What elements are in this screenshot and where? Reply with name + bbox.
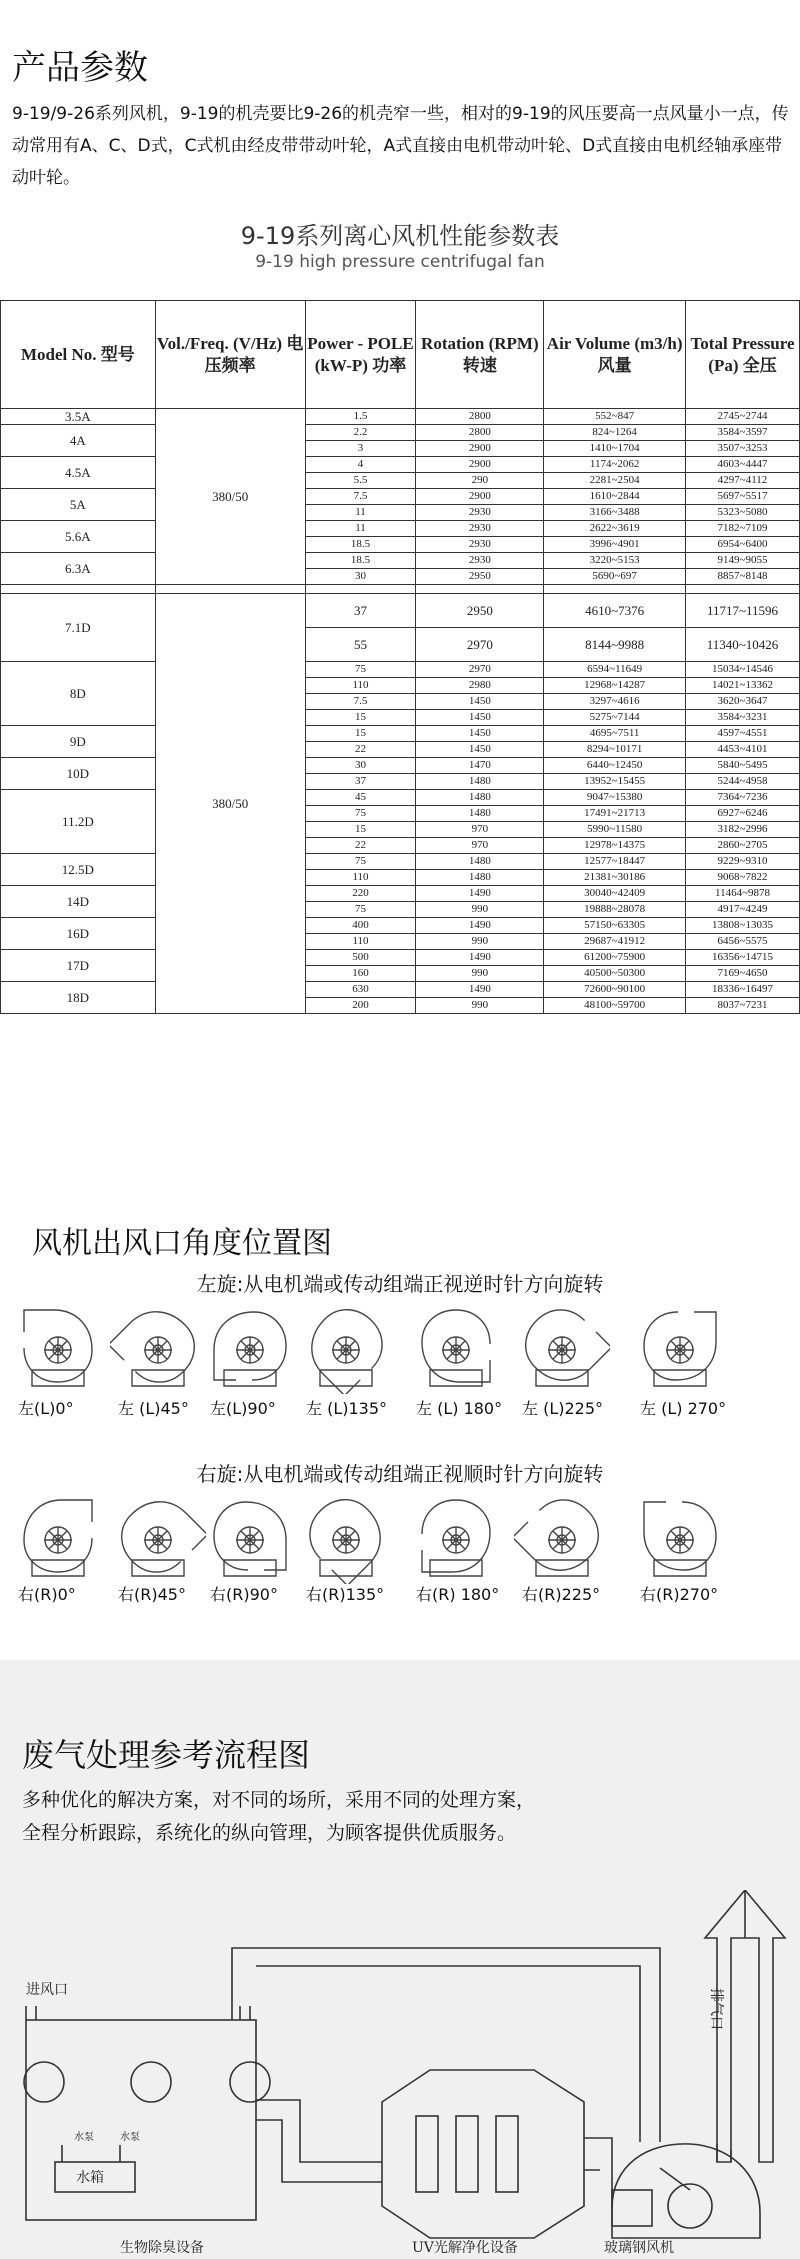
air-volume-cell: 6594~11649 (544, 662, 686, 678)
pressure-cell: 13808~13035 (686, 918, 800, 934)
pressure-cell: 7364~7236 (686, 790, 800, 806)
pressure-cell: 16356~14715 (686, 950, 800, 966)
air-volume-cell: 57150~63305 (544, 918, 686, 934)
table-row (1, 594, 800, 628)
bio-label: 生物除臭设备 (120, 2240, 204, 2256)
rotation-cell: 970 (416, 822, 544, 838)
pressure-cell: 8037~7231 (686, 998, 800, 1014)
power-cell: 110 (305, 934, 416, 950)
pressure-cell: 5323~5080 (686, 505, 800, 521)
fan-label-right-45: 右(R)45° (118, 1585, 186, 1604)
fan-diagram-left-45 (110, 1298, 206, 1394)
fan-label-right-90: 右(R)90° (210, 1585, 278, 1604)
table-row (1, 886, 800, 902)
power-cell: 7.5 (305, 694, 416, 710)
rotation-cell: 2930 (416, 521, 544, 537)
air-volume-cell: 2281~2504 (544, 473, 686, 489)
table-row (1, 950, 800, 966)
rotation-cell: 2980 (416, 678, 544, 694)
separator-cell (686, 585, 800, 594)
air-volume-cell: 9047~15380 (544, 790, 686, 806)
power-cell: 11 (305, 505, 416, 521)
process-title: 废气处理参考流程图 (22, 1736, 311, 1774)
model-cell: 17D (1, 950, 156, 982)
duct-uv-to-fan (584, 2138, 612, 2208)
fan-outlet-icon (298, 1488, 394, 1584)
table-row (1, 790, 800, 806)
fan-diagram-left-0 (10, 1298, 106, 1394)
air-volume-cell: 5275~7144 (544, 710, 686, 726)
pressure-cell: 3620~3647 (686, 694, 800, 710)
fan-diagram-right-45 (110, 1488, 206, 1584)
power-cell: 110 (305, 678, 416, 694)
power-cell: 75 (305, 854, 416, 870)
left-rotation-caption: 左旋:从电机端或传动组端正视逆时针方向旋转 (196, 1272, 604, 1296)
model-cell: 4A (1, 425, 156, 457)
table-row (1, 553, 800, 569)
pump-2-label: 水泵 (120, 2132, 140, 2143)
model-cell: 4.5A (1, 457, 156, 489)
power-cell: 200 (305, 998, 416, 1014)
power-cell: 75 (305, 902, 416, 918)
header-air-volume: Air Volume (m3/h) 风量 (544, 301, 686, 409)
pressure-cell: 7169~4650 (686, 966, 800, 982)
bio-unit-window-left (24, 2062, 64, 2102)
process-description-line-1: 多种优化的解决方案，对不同的场所，采用不同的处理方案， (22, 1789, 536, 1811)
air-volume-cell: 72600~90100 (544, 982, 686, 998)
model-cell: 6.3A (1, 553, 156, 585)
air-volume-cell: 17491~21713 (544, 806, 686, 822)
air-volume-cell: 30040~42409 (544, 886, 686, 902)
power-cell: 5.5 (305, 473, 416, 489)
power-cell: 11 (305, 521, 416, 537)
rotation-cell: 1490 (416, 950, 544, 966)
angles-title: 风机出风口角度位置图 (32, 1226, 332, 1261)
fan-diagram-left-270 (632, 1298, 728, 1394)
pressure-cell: 7182~7109 (686, 521, 800, 537)
rotation-cell: 2800 (416, 409, 544, 425)
tank-label: 水箱 (76, 2170, 104, 2186)
air-volume-cell: 12978~14375 (544, 838, 686, 854)
process-flow-diagram (0, 1890, 800, 2259)
pressure-cell: 3507~3253 (686, 441, 800, 457)
table-row (1, 726, 800, 742)
product-title: 产品参数 (12, 48, 148, 88)
rotation-cell: 2950 (416, 594, 544, 628)
power-cell: 110 (305, 870, 416, 886)
fan-label-right-0: 右(R)0° (18, 1585, 76, 1604)
header-power: Power - POLE (kW-P) 功率 (305, 301, 416, 409)
table-row (1, 662, 800, 678)
table-title: 9-19系列离心风机性能参数表 (240, 222, 560, 250)
pressure-cell: 11717~11596 (686, 594, 800, 628)
pressure-cell: 4297~4112 (686, 473, 800, 489)
fan-diagram-left-135 (298, 1298, 394, 1394)
fan-outlet-icon (408, 1298, 504, 1394)
fan-outlet-icon (408, 1488, 504, 1584)
model-cell: 11.2D (1, 790, 156, 854)
right-rotation-caption: 右旋:从电机端或传动组端正视顺时针方向旋转 (196, 1462, 604, 1486)
pressure-cell: 2860~2705 (686, 838, 800, 854)
fan-motor (668, 2184, 712, 2228)
rotation-cell: 290 (416, 473, 544, 489)
fan-diagram-left-180 (408, 1298, 504, 1394)
fan-diagram-left-90 (202, 1298, 298, 1394)
air-volume-cell: 3996~4901 (544, 537, 686, 553)
air-volume-cell: 8144~9988 (544, 628, 686, 662)
fan-outlet-icon (110, 1298, 206, 1394)
table-subtitle: 9-19 high pressure centrifugal fan (255, 252, 545, 272)
air-volume-cell: 6440~12450 (544, 758, 686, 774)
power-cell: 15 (305, 710, 416, 726)
fan-diagram-right-225 (514, 1488, 610, 1584)
power-cell: 30 (305, 758, 416, 774)
rotation-cell: 2900 (416, 489, 544, 505)
rotation-cell: 1490 (416, 886, 544, 902)
rotation-cell: 2930 (416, 553, 544, 569)
pressure-cell: 3182~2996 (686, 822, 800, 838)
fan-diagram-right-180 (408, 1488, 504, 1584)
air-volume-cell: 3166~3488 (544, 505, 686, 521)
fan-label-left-0: 左(L)0° (18, 1399, 74, 1418)
air-volume-cell: 4695~7511 (544, 726, 686, 742)
power-cell: 45 (305, 790, 416, 806)
pressure-cell: 5697~5517 (686, 489, 800, 505)
fan-outlet-icon (514, 1488, 610, 1584)
table-row (1, 425, 800, 441)
glass-fiber-fan (612, 2144, 760, 2238)
air-volume-cell: 552~847 (544, 409, 686, 425)
pressure-cell: 11340~10426 (686, 628, 800, 662)
voltage-cell: 380/50 (155, 594, 305, 1014)
fan-label-left-135: 左 (L)135° (306, 1399, 388, 1418)
model-cell: 12.5D (1, 854, 156, 886)
rotation-cell: 990 (416, 934, 544, 950)
table-row (1, 918, 800, 934)
model-cell: 9D (1, 726, 156, 758)
power-cell: 22 (305, 742, 416, 758)
power-cell: 400 (305, 918, 416, 934)
fan-outlet-icon (10, 1488, 106, 1584)
power-cell: 18.5 (305, 553, 416, 569)
bio-unit-window-right (230, 2062, 270, 2102)
bio-unit-window-middle (131, 2062, 171, 2102)
air-volume-cell: 1610~2844 (544, 489, 686, 505)
pressure-cell: 5244~4958 (686, 774, 800, 790)
air-volume-cell: 5690~697 (544, 569, 686, 585)
air-volume-cell: 29687~41912 (544, 934, 686, 950)
air-volume-cell: 19888~28078 (544, 902, 686, 918)
fan-diagram-right-90 (202, 1488, 298, 1584)
pressure-cell: 3584~3231 (686, 710, 800, 726)
header-model: Model No. 型号 (1, 301, 156, 409)
fan-outlet-icon (514, 1298, 610, 1394)
separator-cell (305, 585, 416, 594)
power-cell: 3 (305, 441, 416, 457)
model-cell: 8D (1, 662, 156, 726)
process-description (22, 1784, 535, 1850)
separator-cell (544, 585, 686, 594)
uv-lamp-3 (496, 2116, 518, 2192)
fan-label-left-90: 左(L)90° (210, 1399, 276, 1418)
air-volume-cell: 4610~7376 (544, 594, 686, 628)
rotation-cell: 970 (416, 838, 544, 854)
fan-label-left-45: 左 (L)45° (118, 1399, 189, 1418)
uv-purification-unit (382, 2070, 584, 2238)
table-row (1, 457, 800, 473)
fan-diagram-right-270 (632, 1488, 728, 1584)
fan-label-right-225: 右(R)225° (522, 1585, 601, 1604)
rotation-cell: 2930 (416, 537, 544, 553)
rotation-cell: 2900 (416, 441, 544, 457)
model-cell: 14D (1, 886, 156, 918)
power-cell: 15 (305, 822, 416, 838)
rotation-cell: 990 (416, 998, 544, 1014)
table-row (1, 409, 800, 425)
air-volume-cell: 12968~14287 (544, 678, 686, 694)
fan-outlet-icon (632, 1488, 728, 1584)
header-pressure: Total Pressure (Pa) 全压 (686, 301, 800, 409)
model-cell: 18D (1, 982, 156, 1014)
pressure-cell: 4453~4101 (686, 742, 800, 758)
power-cell: 15 (305, 726, 416, 742)
pressure-cell: 3584~3597 (686, 425, 800, 441)
rotation-cell: 1490 (416, 918, 544, 934)
pressure-cell: 14021~13362 (686, 678, 800, 694)
rotation-cell: 1450 (416, 710, 544, 726)
air-volume-cell: 48100~59700 (544, 998, 686, 1014)
fan-motor-bearing (612, 2190, 652, 2226)
pressure-cell: 9229~9310 (686, 854, 800, 870)
fan-label-left-180: 左 (L) 180° (416, 1399, 503, 1418)
model-cell: 7.1D (1, 594, 156, 662)
header-voltage: Vol./Freq. (V/Hz) 电压频率 (155, 301, 305, 409)
air-volume-cell: 5990~11580 (544, 822, 686, 838)
rotation-cell: 2950 (416, 569, 544, 585)
model-cell: 10D (1, 758, 156, 790)
rotation-cell: 1480 (416, 790, 544, 806)
uv-lamp-1 (416, 2116, 438, 2192)
pressure-cell: 15034~14546 (686, 662, 800, 678)
fan-outlet-icon (202, 1488, 298, 1584)
air-volume-cell: 3297~4616 (544, 694, 686, 710)
pressure-cell: 8857~8148 (686, 569, 800, 585)
power-cell: 55 (305, 628, 416, 662)
fan-label-right-180: 右(R) 180° (416, 1585, 500, 1604)
rotation-cell: 1450 (416, 742, 544, 758)
separator-cell (155, 585, 305, 594)
rotation-cell: 990 (416, 966, 544, 982)
inlet-label: 进风口 (26, 1982, 68, 1998)
fan-diagram-right-135 (298, 1488, 394, 1584)
power-cell: 1.5 (305, 409, 416, 425)
air-volume-cell: 2622~3619 (544, 521, 686, 537)
pressure-cell: 9149~9055 (686, 553, 800, 569)
table-row (1, 982, 800, 998)
pressure-cell: 6954~6400 (686, 537, 800, 553)
power-cell: 4 (305, 457, 416, 473)
table-row (1, 489, 800, 505)
rotation-cell: 2800 (416, 425, 544, 441)
duct-bio-to-uv (256, 2100, 382, 2182)
rotation-cell: 2970 (416, 628, 544, 662)
model-cell: 16D (1, 918, 156, 950)
pressure-cell: 11464~9878 (686, 886, 800, 902)
separator-cell (416, 585, 544, 594)
table-separator-row (1, 585, 800, 594)
model-cell: 5.6A (1, 521, 156, 553)
product-intro: 9-19/9-26系列风机，9-19的机壳要比9-26的机壳窄一些，相对的9-19的风压要高一点风量小一点，传动常用有A、C、D式，C式机由经皮带带动叶轮，A式直接由电机带动叶轮、D式直接由电机经轴承座带动叶轮。 (12, 104, 789, 188)
model-cell: 5A (1, 489, 156, 521)
rotation-cell: 2970 (416, 662, 544, 678)
power-cell: 75 (305, 806, 416, 822)
fan-label-left-270: 左 (L) 270° (640, 1399, 727, 1418)
power-cell: 7.5 (305, 489, 416, 505)
fan-label-right-135: 右(R)135° (306, 1585, 385, 1604)
pressure-cell: 9068~7822 (686, 870, 800, 886)
process-description-line-2: 全程分析跟踪，系统化的纵向管理，为顾客提供优质服务。 (22, 1822, 517, 1844)
fan-outlet-icon (298, 1298, 394, 1394)
fan-label: 玻璃钢风机 (604, 2240, 674, 2256)
pressure-cell: 6927~6246 (686, 806, 800, 822)
exhaust-label: 排气口 (708, 1988, 724, 2030)
fan-outlet-icon (10, 1298, 106, 1394)
model-cell: 3.5A (1, 409, 156, 425)
pressure-cell: 4603~4447 (686, 457, 800, 473)
power-cell: 160 (305, 966, 416, 982)
rotation-cell: 1480 (416, 774, 544, 790)
uv-lamp-2 (456, 2116, 478, 2192)
fan-diagram-right-0 (10, 1488, 106, 1584)
table-header-row (1, 301, 800, 409)
pressure-cell: 6456~5575 (686, 934, 800, 950)
rotation-cell: 1480 (416, 870, 544, 886)
power-cell: 75 (305, 662, 416, 678)
rotation-cell: 2930 (416, 505, 544, 521)
power-cell: 37 (305, 774, 416, 790)
pump-1-label: 水泵 (74, 2132, 94, 2143)
power-cell: 220 (305, 886, 416, 902)
fan-label-right-270: 右(R)270° (640, 1585, 719, 1604)
air-volume-cell: 1410~1704 (544, 441, 686, 457)
table-row (1, 854, 800, 870)
power-cell: 37 (305, 594, 416, 628)
pressure-cell: 2745~2744 (686, 409, 800, 425)
pressure-cell: 5840~5495 (686, 758, 800, 774)
separator-cell (1, 585, 156, 594)
power-cell: 500 (305, 950, 416, 966)
fan-diagram-left-225 (514, 1298, 610, 1394)
header-rotation: Rotation (RPM) 转速 (416, 301, 544, 409)
pressure-cell: 4597~4551 (686, 726, 800, 742)
table-row (1, 758, 800, 774)
bio-deodorization-unit (26, 2020, 256, 2220)
fan-label-left-225: 左 (L)225° (522, 1399, 604, 1418)
rotation-cell: 1490 (416, 982, 544, 998)
power-cell: 630 (305, 982, 416, 998)
air-volume-cell: 1174~2062 (544, 457, 686, 473)
fan-outlet-icon (632, 1298, 728, 1394)
air-volume-cell: 61200~75900 (544, 950, 686, 966)
air-volume-cell: 40500~50300 (544, 966, 686, 982)
uv-label: UV光解净化设备 (412, 2240, 518, 2256)
rotation-cell: 990 (416, 902, 544, 918)
fan-outlet-icon (202, 1298, 298, 1394)
rotation-cell: 1450 (416, 694, 544, 710)
performance-table (0, 300, 800, 1014)
rotation-cell: 2900 (416, 457, 544, 473)
pressure-cell: 4917~4249 (686, 902, 800, 918)
rotation-cell: 1480 (416, 806, 544, 822)
air-volume-cell: 21381~30186 (544, 870, 686, 886)
rotation-cell: 1480 (416, 854, 544, 870)
power-cell: 22 (305, 838, 416, 854)
table-row (1, 521, 800, 537)
air-volume-cell: 12577~18447 (544, 854, 686, 870)
duct-bio-outlet (232, 1948, 660, 2142)
fan-outlet-icon (110, 1488, 206, 1584)
air-volume-cell: 824~1264 (544, 425, 686, 441)
air-volume-cell: 13952~15455 (544, 774, 686, 790)
rotation-cell: 1470 (416, 758, 544, 774)
power-cell: 2.2 (305, 425, 416, 441)
air-volume-cell: 8294~10171 (544, 742, 686, 758)
voltage-cell: 380/50 (155, 409, 305, 585)
power-cell: 30 (305, 569, 416, 585)
rotation-cell: 1450 (416, 726, 544, 742)
pressure-cell: 18336~16497 (686, 982, 800, 998)
power-cell: 18.5 (305, 537, 416, 553)
air-volume-cell: 3220~5153 (544, 553, 686, 569)
